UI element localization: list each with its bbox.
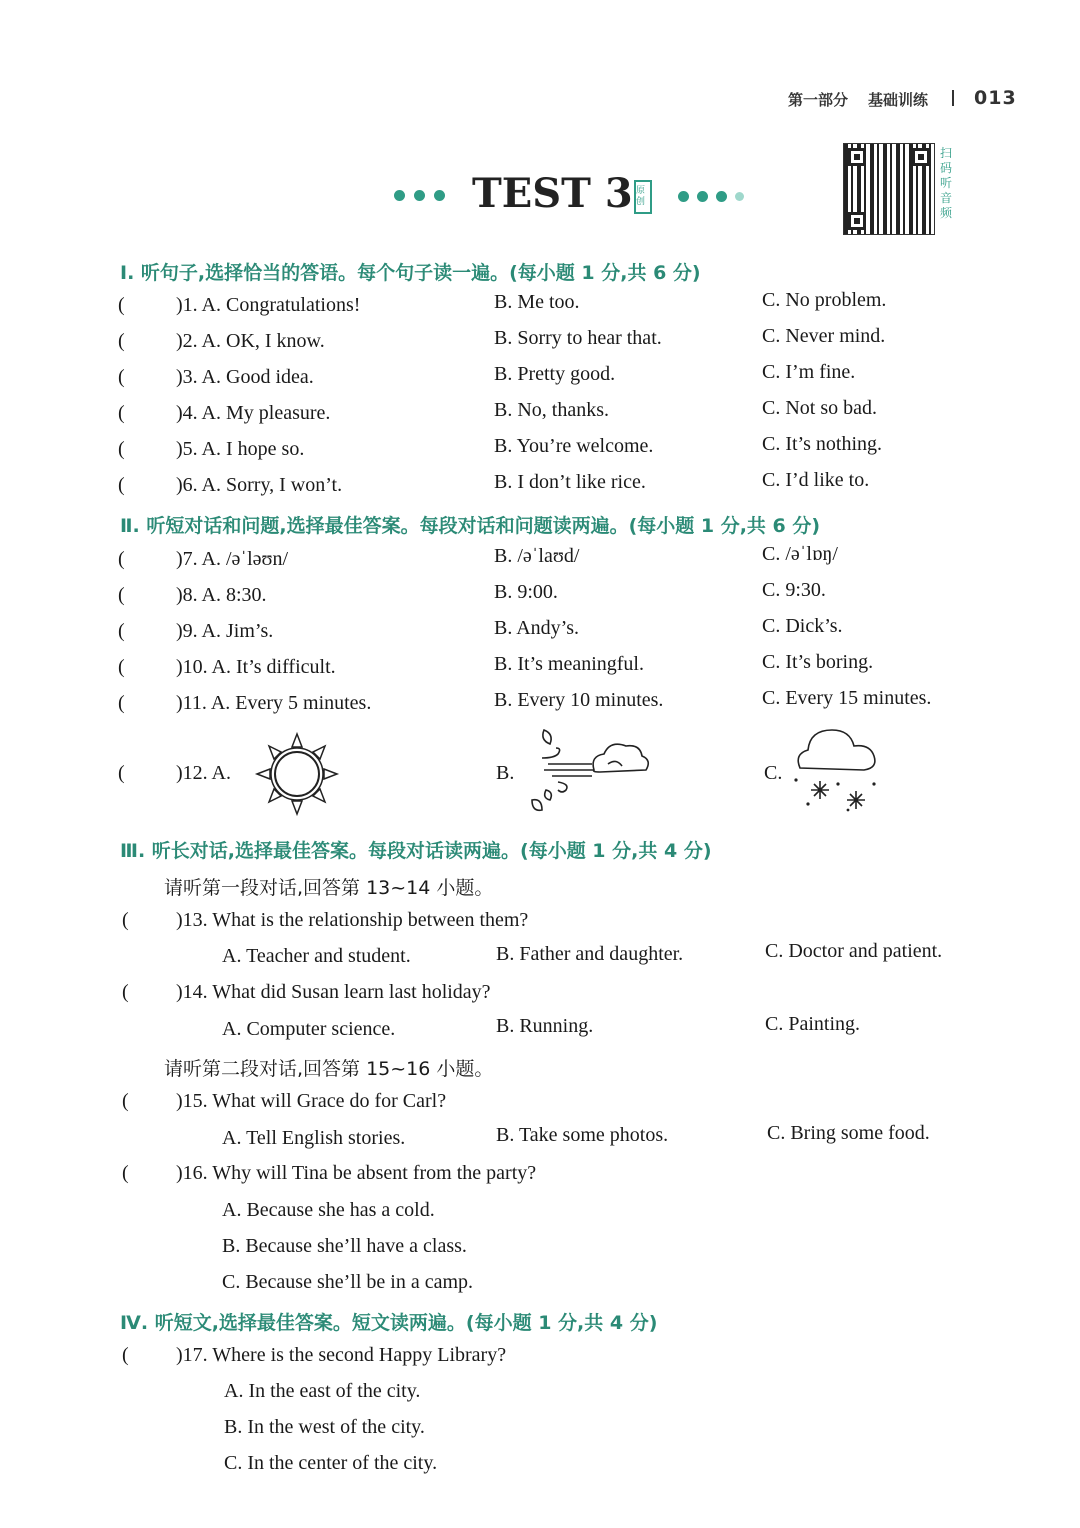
- answer-paren[interactable]: (: [118, 294, 125, 316]
- s2-option-b-2: B. 9:00.: [494, 581, 558, 603]
- q17-option-b: B. In the west of the city.: [224, 1416, 425, 1438]
- s1-option-b-4: B. No, thanks.: [494, 399, 609, 421]
- q13-option-b: B. Father and daughter.: [496, 943, 684, 965]
- q14-option-a: A. Computer science.: [222, 1018, 396, 1040]
- dot-icon: [678, 191, 689, 202]
- qr-code-icon[interactable]: [843, 143, 935, 235]
- q13-option-a: A. Teacher and student.: [222, 945, 411, 967]
- s1-question-4: )4. A. My pleasure.: [176, 402, 331, 424]
- q15-option-c: C. Bring some food.: [767, 1122, 930, 1144]
- s1-option-c-4: C. Not so bad.: [762, 397, 877, 419]
- title-dots-right: [678, 191, 744, 202]
- dialogue-2-intro: 请听第二段对话,回答第 15~16 小题。: [164, 1058, 494, 1080]
- q16-stem: )16. Why will Tina be absent from the party?: [176, 1162, 537, 1184]
- s2-option-c-3: C. Dick’s.: [762, 615, 843, 637]
- answer-paren[interactable]: (: [118, 656, 125, 678]
- s1-option-b-3: B. Pretty good.: [494, 363, 616, 385]
- s1-option-b-2: B. Sorry to hear that.: [494, 327, 662, 349]
- q16-option-a: A. Because she has a cold.: [222, 1199, 435, 1221]
- section-4-heading: Ⅳ. 听短文,选择最佳答案。短文读两遍。(每小题 1 分,共 4 分): [120, 1312, 658, 1334]
- original-badge: [634, 180, 652, 214]
- q14-option-b: B. Running.: [496, 1015, 594, 1037]
- s1-option-b-1: B. Me too.: [494, 291, 580, 313]
- s1-question-3: )3. A. Good idea.: [176, 366, 314, 388]
- title-dots-left: [394, 190, 445, 201]
- q12-label: )12. A.: [176, 762, 231, 784]
- q15-option-b: B. Take some photos.: [496, 1124, 669, 1146]
- q12-option-b: B.: [496, 762, 515, 784]
- answer-paren[interactable]: (: [122, 909, 129, 931]
- answer-paren[interactable]: (: [118, 330, 125, 352]
- answer-paren[interactable]: (: [118, 474, 125, 496]
- dot-icon: [434, 190, 445, 201]
- s2-option-b-1: B. /əˈlaʊd/: [494, 545, 580, 567]
- header-part: 第一部分: [788, 91, 849, 109]
- answer-paren[interactable]: (: [118, 548, 125, 570]
- s2-option-c-2: C. 9:30.: [762, 579, 826, 601]
- answer-paren[interactable]: (: [122, 981, 129, 1003]
- dot-icon: [716, 191, 727, 202]
- s1-option-b-6: B. I don’t like rice.: [494, 471, 646, 493]
- q15-option-a: A. Tell English stories.: [222, 1127, 406, 1149]
- answer-paren[interactable]: (: [122, 1344, 129, 1366]
- s2-question-4: )10. A. It’s difficult.: [176, 656, 336, 678]
- dot-icon: [697, 191, 708, 202]
- section-1-heading: Ⅰ. 听句子,选择恰当的答语。每个句子读一遍。(每小题 1 分,共 6 分): [120, 262, 701, 284]
- answer-paren[interactable]: (: [118, 402, 125, 424]
- answer-paren[interactable]: (: [118, 584, 125, 606]
- q17-option-a: A. In the east of the city.: [224, 1380, 421, 1402]
- badge-label: 原创: [636, 186, 646, 207]
- sun-icon: [252, 730, 342, 823]
- s2-question-5: )11. A. Every 5 minutes.: [176, 692, 372, 714]
- q14-stem: )14. What did Susan learn last holiday?: [176, 981, 491, 1003]
- q13-option-c: C. Doctor and patient.: [765, 940, 943, 962]
- s2-option-b-5: B. Every 10 minutes.: [494, 689, 664, 711]
- s2-option-c-5: C. Every 15 minutes.: [762, 687, 932, 709]
- dot-icon: [394, 190, 405, 201]
- q16-option-b: B. Because she’ll have a class.: [222, 1235, 467, 1257]
- s1-option-c-1: C. No problem.: [762, 289, 887, 311]
- q16-option-c: C. Because she’ll be in a camp.: [222, 1271, 474, 1293]
- dot-icon: [414, 190, 425, 201]
- s2-option-b-3: B. Andy’s.: [494, 617, 580, 639]
- answer-paren[interactable]: (: [118, 692, 125, 714]
- dot-icon: [735, 192, 744, 201]
- q17-option-c: C. In the center of the city.: [224, 1452, 438, 1474]
- page-number: 013: [974, 87, 1017, 109]
- answer-paren[interactable]: (: [122, 1090, 129, 1112]
- answer-paren[interactable]: (: [118, 762, 125, 784]
- qr-caption: 扫码听音频: [939, 146, 952, 220]
- q12-option-c: C.: [764, 762, 783, 784]
- page-title: TEST 3: [472, 170, 633, 217]
- s1-question-5: )5. A. I hope so.: [176, 438, 305, 460]
- s2-option-b-4: B. It’s meaningful.: [494, 653, 644, 675]
- s2-option-c-4: C. It’s boring.: [762, 651, 874, 673]
- s1-question-2: )2. A. OK, I know.: [176, 330, 325, 352]
- s2-option-c-1: C. /əˈlɒŋ/: [762, 543, 838, 565]
- s1-option-c-6: C. I’d like to.: [762, 469, 870, 491]
- s1-question-6: )6. A. Sorry, I won’t.: [176, 474, 343, 496]
- s1-option-b-5: B. You’re welcome.: [494, 435, 654, 457]
- s1-option-c-5: C. It’s nothing.: [762, 433, 883, 455]
- s1-option-c-3: C. I’m fine.: [762, 361, 856, 383]
- wind-icon: [518, 722, 654, 827]
- answer-paren[interactable]: (: [118, 438, 125, 460]
- q13-stem: )13. What is the relationship between them?: [176, 909, 529, 931]
- snow-icon: [790, 724, 882, 821]
- q17-stem: )17. Where is the second Happy Library?: [176, 1344, 507, 1366]
- s1-option-c-2: C. Never mind.: [762, 325, 886, 347]
- s1-question-1: )1. A. Congratulations!: [176, 294, 361, 316]
- s2-question-3: )9. A. Jim’s.: [176, 620, 274, 642]
- s2-question-2: )8. A. 8:30.: [176, 584, 267, 606]
- dialogue-1-intro: 请听第一段对话,回答第 13~14 小题。: [164, 877, 494, 899]
- section-2-heading: Ⅱ. 听短对话和问题,选择最佳答案。每段对话和问题读两遍。(每小题 1 分,共 6 分): [120, 515, 821, 537]
- section-3-heading: Ⅲ. 听长对话,选择最佳答案。每段对话读两遍。(每小题 1 分,共 4 分): [120, 840, 712, 862]
- q14-option-c: C. Painting.: [765, 1013, 861, 1035]
- answer-paren[interactable]: (: [122, 1162, 129, 1184]
- answer-paren[interactable]: (: [118, 620, 125, 642]
- header-section: 基础训练: [868, 91, 929, 109]
- q15-stem: )15. What will Grace do for Carl?: [176, 1090, 447, 1112]
- s2-question-1: )7. A. /əˈləʊn/: [176, 548, 289, 570]
- header-divider: [952, 90, 954, 106]
- answer-paren[interactable]: (: [118, 366, 125, 388]
